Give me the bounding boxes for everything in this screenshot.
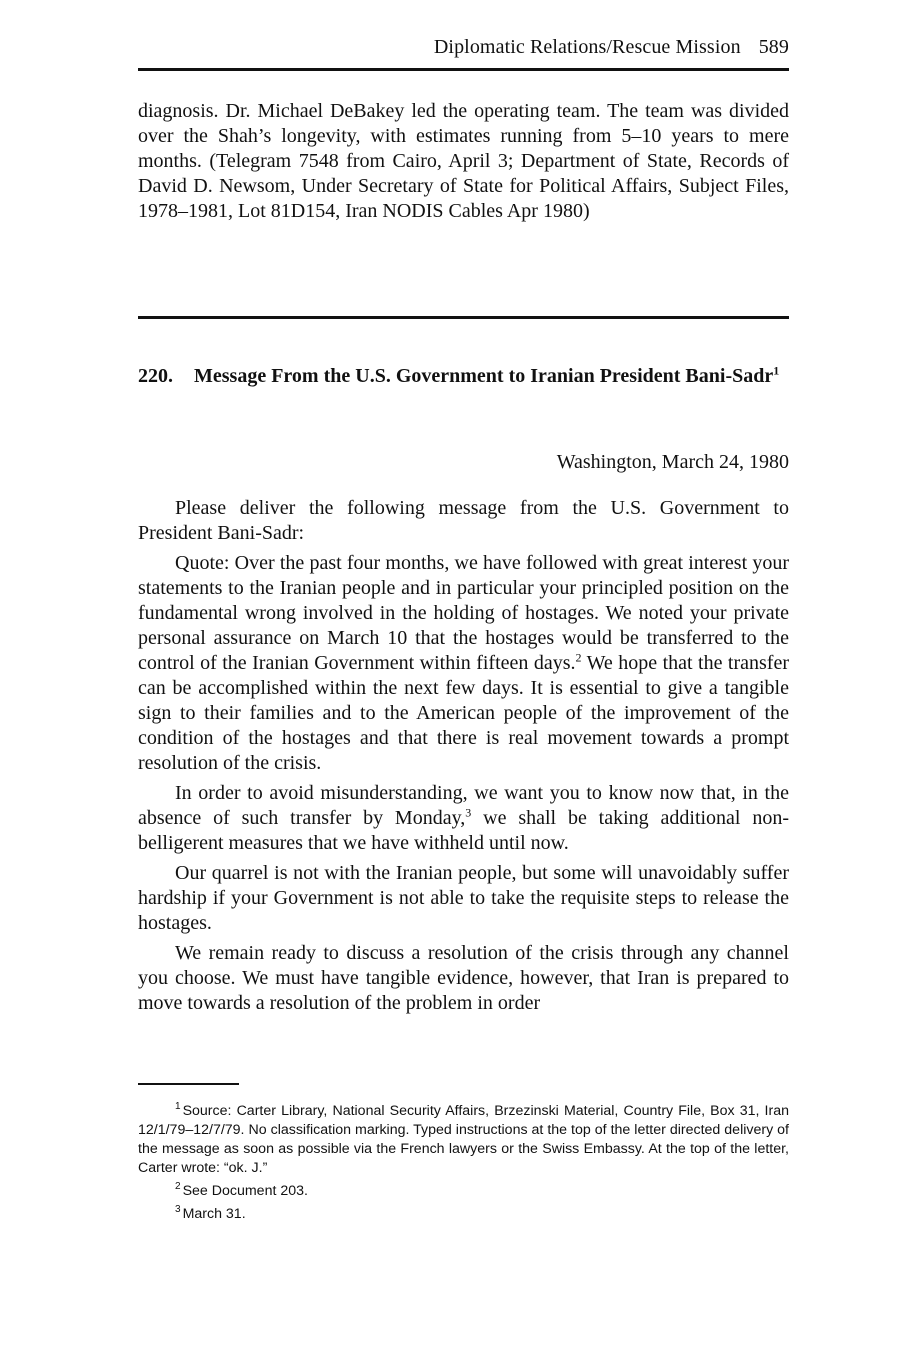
carryover-paragraph: diagnosis. Dr. Michael DeBakey led the operating team. The team was divided over the Shah’s longevity, with estimates running from 5–10 years to mere months. (Telegram 7548 from Cairo, April 3; Department of State, Records of David D. Newsom, Under Secretary of State for Political Affairs, Subject Files, 1978–1981, Lot 81D154, Iran NODIS Cables Apr 1980) [138, 100, 789, 222]
footnote-ref-2: 2 [575, 650, 582, 665]
body-paragraph-3-part-b: we shall be taking additional non-belligerent measures that we have withheld until now. [138, 807, 789, 854]
footnote-text-3: March 31. [182, 1206, 246, 1222]
footnote-mark-2: 2 [175, 1181, 181, 1193]
footnote-1 [138, 1102, 789, 1178]
body-paragraph-2-part-b: We hope that the transfer can be accomplished within the next few days. It is essential to give a tangible sign to their families and to the American people of the improvement of the condition of the hostages and that there is real movement towards a prompt resolution of the crisis. [138, 652, 789, 774]
footnote-ref-1: 1 [773, 363, 780, 378]
document-number: 220. [138, 365, 173, 387]
body-paragraph-3-part-a: In order to avoid misunderstanding, we want you to know now that, in the absence of such transfer by Monday, [138, 782, 789, 829]
document-title-wrap [194, 364, 779, 389]
section-divider-rule [138, 316, 789, 319]
body-paragraph-5: We remain ready to discuss a resolution of the crisis through any channel you choose. We must have tangible evidence, however, that Iran is prepared to move towards a resolution of the problem in order [138, 942, 789, 1014]
document-title: Message From the U.S. Government to Iranian President Bani-Sadr [194, 365, 774, 387]
page-number: 589 [758, 36, 789, 58]
footnote-text-1: Source: Carter Library, National Security Affairs, Brzezinski Material, Country File, Box 31, Iran 12/1/79–12/7/79. No classification marking. Typed instructions at the top of the letter directed delivery of the message as soon as possible via the French lawyers or the Swiss Embassy. At the top of the letter, Carter wrote: “ok. J.” [138, 1103, 789, 1176]
body-paragraph-4: Our quarrel is not with the Iranian people, but some will unavoidably suffer hardship if your Government is not able to take the requisite steps to release the hostages. [138, 862, 789, 934]
document-heading [138, 364, 789, 389]
footnote-ref-3: 3 [465, 805, 472, 820]
header-rule [138, 68, 789, 71]
running-title: Diplomatic Relations/Rescue Mission [433, 36, 741, 58]
body-paragraph-3 [138, 781, 789, 856]
footnote-mark-1: 1 [175, 1101, 181, 1113]
footnote-3 [138, 1205, 789, 1224]
footnote-2 [138, 1182, 789, 1201]
footnote-text-2: See Document 203. [182, 1183, 308, 1199]
running-head [434, 36, 789, 59]
footnote-separator [138, 1083, 239, 1085]
dateline: Washington, March 24, 1980 [556, 451, 789, 473]
body-paragraph-2 [138, 551, 789, 776]
footnotes [138, 1102, 789, 1228]
message-body [138, 496, 789, 1021]
body-paragraph-1: Please deliver the following message from the U.S. Government to President Bani-Sadr: [138, 497, 789, 544]
footnote-mark-3: 3 [175, 1204, 181, 1216]
body-paragraph-2-part-a: Quote: Over the past four months, we have followed with great interest your statements to the Iranian people and in particular your principled position on the fundamental wrong involved in the holding of hostages. We noted your private personal assurance on March 10 that the hostages would be transferred to the control of the Iranian Government within fifteen days. [138, 552, 789, 674]
